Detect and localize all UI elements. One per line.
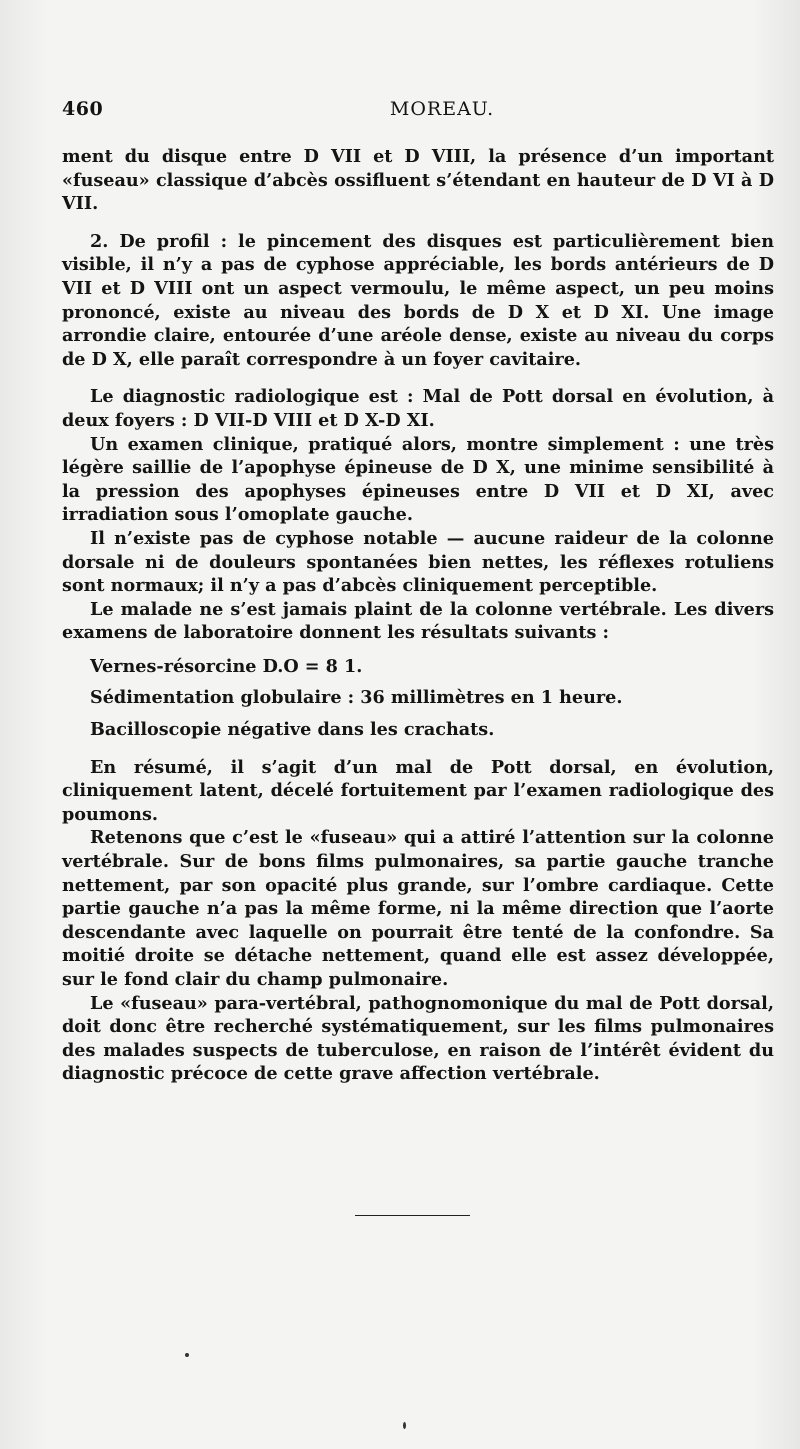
page-number: 460 <box>62 98 104 120</box>
paragraph: 2. De profil : le pincement des disques est particulièrement bien visible, il n’y a pas de cyphose appréciable, les bords antérieurs de D VII et D VIII ont un aspect vermoulu, le même aspect, un peu moins prononcé, existe au niveau des bords de D X et D XI. Une image arrondie claire, entourée d’une aréole dense, existe au niveau du corps de D X, elle paraît correspondre à un foyer cavitaire. <box>62 230 774 370</box>
ink-speck <box>185 1353 189 1357</box>
paragraph: Le diagnostic radiologique est : Mal de Pott dorsal en évolution, à deux foyers : D VII-D VIII et D X-D XI. <box>62 386 774 431</box>
lab-result-line: Vernes-résorcine D.O = 8 1. <box>90 655 363 677</box>
paragraph: Il n’existe pas de cyphose notable — aucune raideur de la colonne dorsale ni de douleurs spontanées bien nettes, les réflexes rotuliens sont normaux; il n’y a pas d’abcès cliniquement perceptible. <box>62 527 774 597</box>
body-text <box>62 145 774 1086</box>
paragraph: Le «fuseau» para-vertébral, pathognomonique du mal de Pott dorsal, doit donc être recherché systématiquement, sur les films pulmonaires des malades suspects de tuberculose, en raison de l’intérêt évident du diagnostic précoce de cette grave affection vertébrale. <box>62 992 774 1085</box>
lab-results <box>62 655 774 742</box>
paragraph: Un examen clinique, pratiqué alors, montre simplement : une très légère saillie de l’apophyse épineuse de D X, une minime sensibilité à la pression des apophyses épineuses entre D VII et D XI, avec irradiation sous l’omoplate gauche. <box>62 433 774 526</box>
paragraph: Retenons que c’est le «fuseau» qui a attiré l’attention sur la colonne vertébrale. Sur de bons films pulmonaires, sa partie gauche tranche nettement, par son opacité plus grande, sur l’ombre cardiaque. Cette partie gauche n’a pas la même forme, ni la même direction que l’aorte descendante avec laquelle on pourrait être tenté de la confondre. Sa moitié droite se détache nettement, quand elle est assez développée, sur le fond clair du champ pulmonaire. <box>62 827 774 990</box>
end-rule <box>355 1215 470 1216</box>
running-head: MOREAU. <box>389 98 495 120</box>
paragraph: Le malade ne s’est jamais plaint de la colonne vertébrale. Les divers examens de laboratoire donnent les résultats suivants : <box>62 598 774 644</box>
lab-result-line: Sédimentation globulaire : 36 millimètres en 1 heure. <box>90 687 623 709</box>
paragraph: En résumé, il s’agit d’un mal de Pott dorsal, en évolution, cliniquement latent, décelé fortuitement par l’examen radiologique des poumons. <box>62 756 774 825</box>
page-header <box>62 98 774 126</box>
ink-speck <box>403 1422 406 1429</box>
lab-result-line: Bacilloscopie négative dans les crachats. <box>90 719 495 741</box>
paragraph: ment du disque entre D VII et D VIII, la présence d’un important «fuseau» classique d’abcès ossifluent s’étendant en hauteur de D VI à D VII. <box>62 146 774 215</box>
